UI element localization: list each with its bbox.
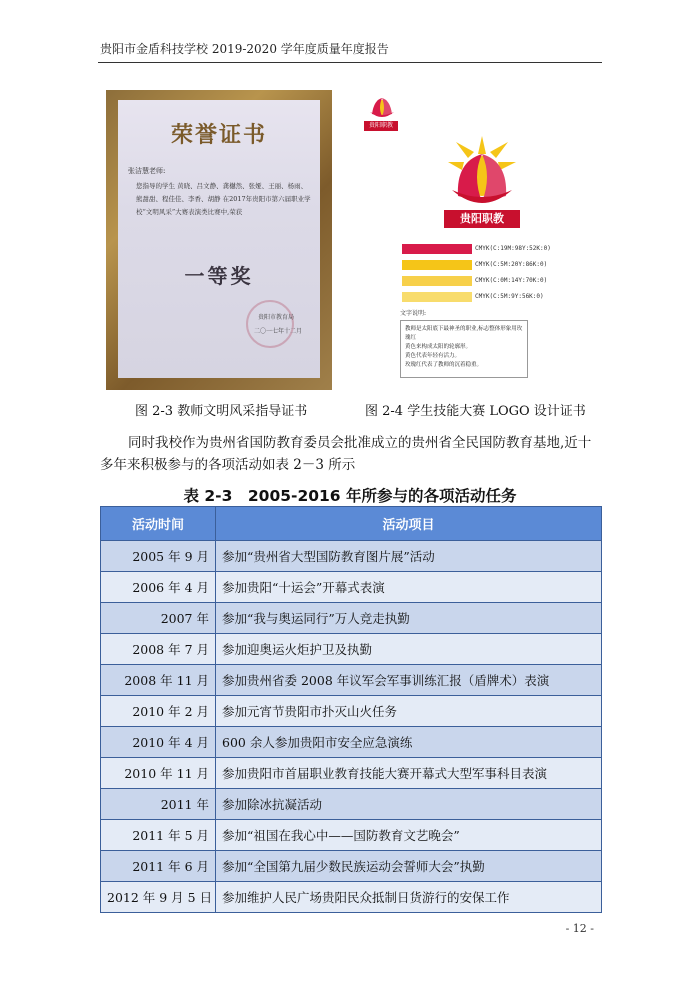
cell-activity-time: 2008 年 7 月: [101, 634, 216, 665]
cell-activity-item: 参加元宵节贵阳市扑灭山火任务: [216, 696, 602, 727]
cell-activity-time: 2010 年 2 月: [101, 696, 216, 727]
certificate-paper: [118, 100, 320, 378]
column-header-item: 活动项目: [216, 507, 602, 541]
cell-activity-item: 参加维护人民广场贵阳民众抵制日货游行的安保工作: [216, 882, 602, 913]
cell-activity-item: 参加“我与奥运同行”万人竞走执勤: [216, 603, 602, 634]
cell-activity-item: 参加迎奥运火炬护卫及执勤: [216, 634, 602, 665]
cell-activity-time: 2011 年: [101, 789, 216, 820]
logo-design-sheet: [360, 88, 560, 388]
column-header-time: 活动时间: [101, 507, 216, 541]
cell-activity-time: 2007 年: [101, 603, 216, 634]
cell-activity-time: 2011 年 6 月: [101, 851, 216, 882]
color-swatch-4: [402, 292, 472, 302]
cell-activity-time: 2010 年 4 月: [101, 727, 216, 758]
table-row: [101, 758, 602, 789]
cell-activity-item: 600 余人参加贵阳市安全应急演练: [216, 727, 602, 758]
description-line: 玫瑰红代表了教师的沉着稳重。: [405, 362, 483, 368]
certificate-issuer: 贵阳市教育局: [258, 314, 295, 321]
activity-table: [100, 506, 602, 913]
figure-caption-right: 图 2-4 学生技能大赛 LOGO 设计证书: [365, 404, 586, 419]
cell-activity-time: 2005 年 9 月: [101, 541, 216, 572]
cell-activity-time: 2011 年 5 月: [101, 820, 216, 851]
table-row: [101, 634, 602, 665]
swatch-label-4: CMYK(C:5M:9Y:56K:0): [475, 293, 544, 300]
table-row: [101, 820, 602, 851]
table-row: [101, 727, 602, 758]
page-number: - 12 -: [565, 922, 594, 935]
cell-activity-time: 2006 年 4 月: [101, 572, 216, 603]
logo-small-label: 贵阳职教: [364, 121, 398, 131]
cell-activity-item: 参加贵州省委 2008 年议军会军事训练汇报（盾牌术）表演: [216, 665, 602, 696]
description-line: 教师是太阳底下最神圣的职业,标志整体形象用玫瑰红: [405, 326, 523, 341]
certificate-award: 一等奖: [184, 264, 254, 288]
color-swatch-1: [402, 244, 472, 254]
swatch-label-1: CMYK(C:19M:98Y:52K:0): [475, 245, 551, 252]
color-swatch-3: [402, 276, 472, 286]
table-row: [101, 603, 602, 634]
table-header-row: [101, 507, 602, 541]
cell-activity-time: 2012 年 9 月 5 日: [101, 882, 216, 913]
swatch-label-2: CMYK(C:5M:20Y:86K:0): [475, 261, 548, 268]
cell-activity-item: 参加除冰抗凝活动: [216, 789, 602, 820]
logo-large-label: 贵阳职教: [444, 210, 520, 228]
table-row: [101, 882, 602, 913]
cell-activity-item: 参加“贵州省大型国防教育图片展”活动: [216, 541, 602, 572]
table-row: [101, 696, 602, 727]
table-row: [101, 851, 602, 882]
description-line: 黄色代表年轻有活力。: [405, 353, 461, 359]
table-row: [101, 541, 602, 572]
description-box: [400, 320, 528, 378]
description-line: 黄色来构成太阳的轮廓形。: [405, 344, 472, 350]
cell-activity-time: 2010 年 11 月: [101, 758, 216, 789]
cell-activity-item: 参加贵阳“十运会”开幕式表演: [216, 572, 602, 603]
page-header: 贵阳市金盾科技学校 2019-2020 学年度质量年度报告: [100, 42, 389, 56]
body-paragraph: 同时我校作为贵州省国防教育委员会批准成立的贵州省全民国防教育基地,近十多年来积极参与的各项活动如表 2－3 所示: [100, 435, 592, 473]
cell-activity-item: 参加贵阳市首届职业教育技能大赛开幕式大型军事科目表演: [216, 758, 602, 789]
table-row: [101, 789, 602, 820]
seal-stamp: [246, 300, 294, 348]
table-row: [101, 572, 602, 603]
figure-caption-left: 图 2-3 教师文明风采指导证书: [135, 404, 308, 419]
certificate-photo: [106, 90, 332, 390]
certificate-teacher: 张洁慧老师:: [128, 167, 166, 175]
color-swatch-2: [402, 260, 472, 270]
certificate-date: 二〇一七年十二月: [254, 328, 303, 335]
certificate-body: 您指导的学生 黄晓、吕文静、龚樾然、张娅、王丽、杨雨、熊甜甜、程佳佳、李香、胡静 在2017年贵阳市第六届职业学校“文明风采”大赛表演类比赛中,荣获: [136, 182, 311, 216]
table-title: 表 2-3 2005-2016 年所参与的各项活动任务: [183, 487, 517, 505]
cell-activity-item: 参加“全国第九届少数民族运动会誓师大会”执勤: [216, 851, 602, 882]
table-row: [101, 665, 602, 696]
cell-activity-time: 2008 年 11 月: [101, 665, 216, 696]
certificate-title: 荣誉证书: [170, 122, 267, 148]
cell-activity-item: 参加“祖国在我心中——国防教育文艺晚会”: [216, 820, 602, 851]
header-rule: [98, 62, 602, 63]
swatch-label-3: CMYK(C:0M:14Y:70K:0): [475, 277, 548, 284]
description-title: 文字说明:: [400, 310, 427, 317]
